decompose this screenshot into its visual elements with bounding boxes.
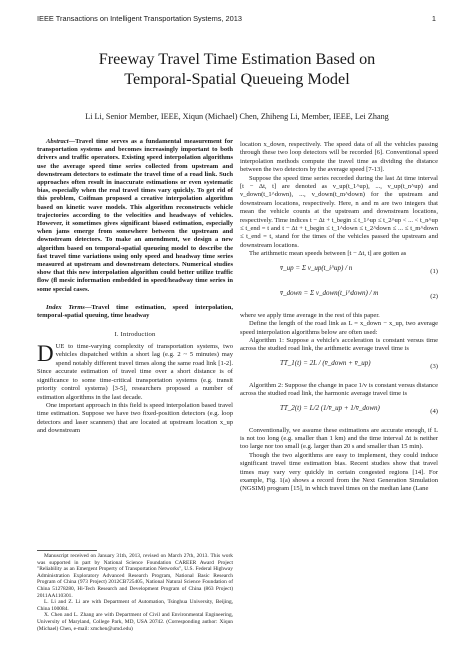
abstract-label: Abstract (46, 138, 69, 145)
abstract-text: —Travel time serves as a fundamental measurement for transportation systems and becomes increasingly important to both drivers and traffic operators. Existing speed interpolation algorithms use the average speed time series collected from upstream and downstream detectors to estimate the travel time of a road link. Such approaches often result in inaccurate estimations or even systematic bias, especially when the real travel times vary quickly. To get rid of this problem, Coifman proposed a creative interpolation algorithm based on kinetic wave models. This algorithm reconstructs vehicle trajectories according to the velocities and headways of vehicles. However, it sometimes gives significant biased estimation, especially when jams emerge from somewhere between the upstream and downstream detectors. To make an amendment, we design a new algorithm based on temporal-spatial queueing model to describe the fast travel time variations using only speed and headway time series measured at upstream and downstream detectors. Numerical studies show that this new interpolation algorithm could better utilize traffic flow (ﬂ mesic information embedded in speed/headway time series in some special cases. (37, 138, 233, 293)
footnote-affiliation-1: L. Li and Z. Li are with Department of Automation, Tsinghua University, Beijing, China 100084. (37, 599, 233, 612)
equation-4-number: (4) (430, 407, 438, 415)
equation-4-body: TT_2(t) = L/2 (1/v̄_up + 1/v̄_down) (280, 403, 380, 412)
body-paragraph-5: Define the length of the road link as L = x_down − x_up, two average speed interpolation algorithms below are often used: (240, 320, 438, 336)
equation-3 (240, 357, 438, 379)
index-terms (37, 304, 233, 321)
running-header (37, 14, 436, 26)
algorithm-2: Algorithm 2: Suppose the change in pace 1/v is constant versus distance across the studied road link, the harmonic average travel time is (240, 381, 438, 398)
body-paragraph-1: location x_down, respectively. The speed data of all the vehicles passing through these two loop detectors will be recorded [6]. Conventional speed interpolation methods compute the travel time as dividing the distance between the two detectors by the average speed [7-13]. (240, 141, 438, 174)
equation-2-body: v̄_down = Σ v_down(t_i^down) / m (280, 288, 379, 297)
paper-title (0, 50, 474, 89)
intro-text-1: UE to time-varying complexity of transportation systems, two vehicles dispatched within a short lag (e.g. 2 ~ 5 minutes) may spend notably different travel times along the same road link [1-2]. Since accurate estimation of travel time over a short distance is of significance to some time-critical transportation systems (e.g. transit priority control systems) [3-5], researchers proposed a number of estimation algorithms in the last decade. (37, 343, 233, 401)
left-column (37, 138, 233, 436)
footnote-manuscript: Manuscript received on January 31th, 2013, revised on March 27th, 2013. This work was supported in part by National Science Foundation CAREER Award Project "Reliability as an Emergent Property of Transportation Networks", U.S. Federal Highway Administration Exploratory Advanced Research Program, National Basic Research Program of China (973 Project) 2012CB725405, National Natural Science Foundation of China 51278280, Hi-Tech Research and Development Program of China (863 Project) 2011AA110301. (37, 553, 233, 599)
index-terms-text: —Travel time estimation, speed interpolation, temporal-spatial queuing, time headway (37, 303, 233, 320)
drop-cap: D (37, 341, 54, 367)
equation-1-body: v̄_up = Σ v_up(t_i^up) / n (280, 263, 353, 272)
equation-2-number: (2) (430, 292, 438, 300)
intro-paragraph-2: One important approach in this field is speed interpolation based travel time estimation. Suppose we have two fixed-position detectors (e.g. loop detectors and laser scanners) that are located at upstream location x_up and downstream (37, 401, 233, 435)
intro-paragraph-1 (37, 343, 233, 402)
equation-1-number: (1) (430, 267, 438, 275)
title-line-2: Temporal-Spatial Queueing Model (124, 69, 350, 88)
abstract (37, 138, 233, 294)
title-line-1: Freeway Travel Time Estimation Based on (98, 50, 376, 68)
body-paragraph-6: Conventionally, we assume these estimations are accurate enough, if L is not too long (e.g. smaller than 1 km) and the time interval Δt is neither too large nor too small (e.g. larger than 20 s and smaller than 15 min). (240, 426, 438, 451)
body-paragraph-3: The arithmetic mean speeds between [t − Δt, t] are gotten as (249, 250, 407, 258)
equation-1 (240, 262, 438, 284)
footnotes (37, 553, 233, 632)
body-paragraph-4: where we apply time average in the rest of this paper. (240, 311, 380, 319)
body-paragraph-2: Suppose the speed time series recorded during the last Δt time interval [t − Δt, t] are denoted as v_up(t_1^up), ..., v_up(t_n^up) and v_down(t_1^down), ..., v_down(t_m^down) for the upstream and downstream locations, respectively. Here, n and m are two integers that mean the vehicle counts at the upstream and downstream locations, respectively. Time indices t − Δt + t_begin ≤ t_1^up ≤ t_2^up < ... < t_n^up ≤ t_end = t and t − Δt + t_begin ≤ t_1^down ≤ t_2^down ≤ ... ≤ t_m^down ≤ t_end = t, stand for the times of the vehicles passed the upstream and downstream locations. (240, 174, 438, 249)
equation-3-body: TT_1(t) = 2L / (v̄_down + v̄_up) (280, 358, 371, 367)
journal-name: IEEE Transactions on Intelligent Transportation Systems, 2013 (37, 14, 242, 23)
equation-4 (240, 402, 438, 424)
section-heading: I. Introduction (114, 330, 156, 338)
footnote-affiliation-2: X. Chen and L. Zhang are with Department of Civil and Environmental Engineering, University of Maryland, College Park, MD, USA 20742. (Corresponding author: Xiqun (Michael) Chen, e-mail: xmchen@umd.edu) (37, 612, 233, 632)
algorithm-1: Algorithm 1: Suppose a vehicle's acceleration is constant versus time across the studied road link, the arithmetic average travel time is (240, 336, 438, 353)
equation-3-number: (3) (430, 362, 438, 370)
footnote-rule (37, 550, 97, 551)
page-number: 1 (431, 14, 436, 23)
body-paragraph-7: Though the two algorithms are easy to implement, they could induce significant travel time estimation bias. Recent studies show that travel times may vary very quickly in certain congested regions [14]. For example, Fig. 1(a) shows a record from the Next Generation Simulation (NGSIM) program [15], in which travel times on the median lane (Lane (240, 451, 438, 493)
equation-2 (240, 287, 438, 309)
right-column (240, 141, 438, 494)
author-line: Li Li, Senior Member, IEEE, Xiqun (Michael) Chen, Zhiheng Li, Member, IEEE, Lei Zhang (85, 112, 389, 121)
index-terms-label: Index Terms (46, 303, 85, 311)
